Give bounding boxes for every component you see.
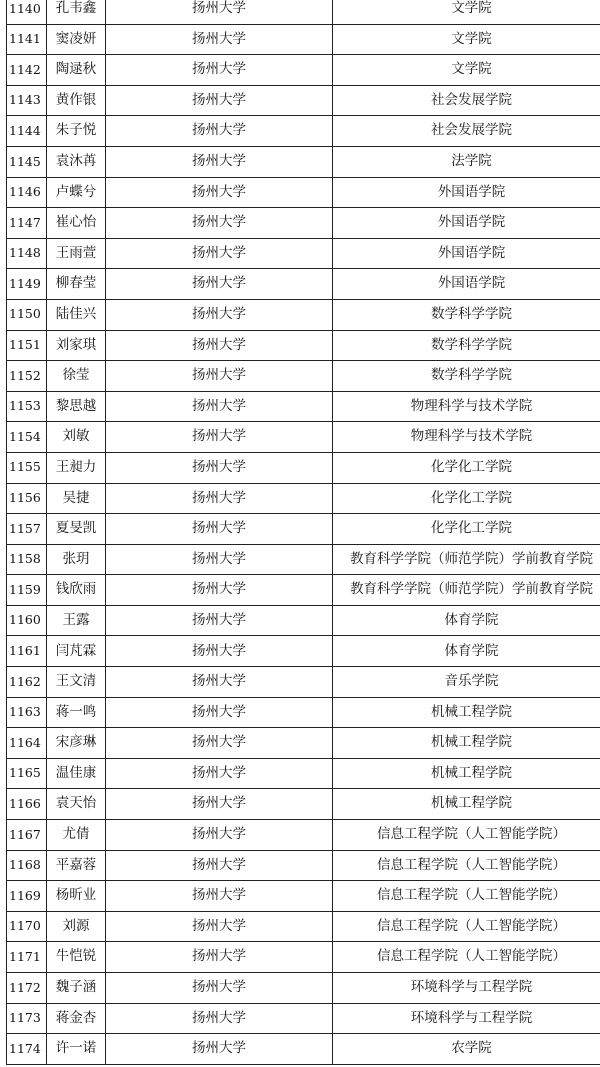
student-name-cell: 袁天怡 [47,789,106,820]
university-name-cell: 扬州大学 [106,575,333,606]
table-row [7,330,600,361]
university-name-cell: 扬州大学 [106,238,333,269]
college-name-cell: 文学院 [333,55,600,86]
student-name-cell: 刘源 [47,911,106,942]
table-row [7,636,600,667]
student-name-cell: 柳春莹 [47,269,106,300]
student-name-cell: 王雨萱 [47,238,106,269]
row-number-cell: 1174 [7,1034,47,1065]
college-name-cell: 教育科学学院（师范学院）学前教育学院 [333,544,600,575]
student-name-cell: 宋彦琳 [47,728,106,759]
university-name-cell: 扬州大学 [106,850,333,881]
row-number-cell: 1169 [7,881,47,912]
university-name-cell: 扬州大学 [106,636,333,667]
college-name-cell: 数学科学学院 [333,299,600,330]
student-name-cell: 平嘉蓉 [47,850,106,881]
row-number-cell: 1154 [7,422,47,453]
college-name-cell: 机械工程学院 [333,728,600,759]
student-name-cell: 杨昕业 [47,881,106,912]
row-number-cell: 1149 [7,269,47,300]
university-name-cell: 扬州大学 [106,1003,333,1034]
student-name-cell: 袁沐苒 [47,146,106,177]
student-name-cell: 徐莹 [47,361,106,392]
student-name-cell: 王昶力 [47,452,106,483]
university-name-cell: 扬州大学 [106,391,333,422]
table-row [7,514,600,545]
university-name-cell: 扬州大学 [106,422,333,453]
college-name-cell: 法学院 [333,146,600,177]
table-row [7,361,600,392]
student-name-cell: 王文清 [47,667,106,698]
student-name-cell: 卢蝶兮 [47,177,106,208]
table-row [7,728,600,759]
student-name-cell: 夏旻凯 [47,514,106,545]
college-name-cell: 物理科学与技术学院 [333,391,600,422]
row-number-cell: 1173 [7,1003,47,1034]
row-number-cell: 1167 [7,820,47,851]
university-name-cell: 扬州大学 [106,269,333,300]
student-name-cell: 刘敏 [47,422,106,453]
row-number-cell: 1171 [7,942,47,973]
table-row [7,24,600,55]
university-name-cell: 扬州大学 [106,911,333,942]
college-name-cell: 社会发展学院 [333,85,600,116]
row-number-cell: 1143 [7,85,47,116]
student-name-cell: 许一诺 [47,1034,106,1065]
row-number-cell: 1172 [7,973,47,1004]
student-name-cell: 王露 [47,605,106,636]
table-row [7,605,600,636]
row-number-cell: 1168 [7,850,47,881]
row-number-cell: 1156 [7,483,47,514]
student-name-cell: 钱欣雨 [47,575,106,606]
row-number-cell: 1165 [7,758,47,789]
university-name-cell: 扬州大学 [106,544,333,575]
college-name-cell: 社会发展学院 [333,116,600,147]
student-name-cell: 蒋金杏 [47,1003,106,1034]
table-row [7,0,600,24]
row-number-cell: 1160 [7,605,47,636]
table-row [7,911,600,942]
roster-table-body [7,0,600,1064]
table-row [7,942,600,973]
row-number-cell: 1162 [7,667,47,698]
table-row [7,177,600,208]
university-name-cell: 扬州大学 [106,697,333,728]
row-number-cell: 1141 [7,24,47,55]
college-name-cell: 信息工程学院（人工智能学院） [333,820,600,851]
student-name-cell: 朱子悦 [47,116,106,147]
student-name-cell: 窦凌妍 [47,24,106,55]
table-row [7,422,600,453]
university-name-cell: 扬州大学 [106,0,333,24]
college-name-cell: 信息工程学院（人工智能学院） [333,881,600,912]
university-name-cell: 扬州大学 [106,605,333,636]
university-name-cell: 扬州大学 [106,728,333,759]
university-name-cell: 扬州大学 [106,330,333,361]
row-number-cell: 1147 [7,208,47,239]
college-name-cell: 体育学院 [333,605,600,636]
university-name-cell: 扬州大学 [106,361,333,392]
student-name-cell: 崔心怡 [47,208,106,239]
table-row [7,758,600,789]
college-name-cell: 机械工程学院 [333,758,600,789]
row-number-cell: 1152 [7,361,47,392]
row-number-cell: 1155 [7,452,47,483]
college-name-cell: 信息工程学院（人工智能学院） [333,911,600,942]
college-name-cell: 文学院 [333,24,600,55]
college-name-cell: 农学院 [333,1034,600,1065]
table-row [7,973,600,1004]
university-name-cell: 扬州大学 [106,1034,333,1065]
university-name-cell: 扬州大学 [106,208,333,239]
university-name-cell: 扬州大学 [106,667,333,698]
college-name-cell: 体育学院 [333,636,600,667]
table-row [7,146,600,177]
college-name-cell: 环境科学与工程学院 [333,973,600,1004]
student-name-cell: 闫芃霖 [47,636,106,667]
university-name-cell: 扬州大学 [106,116,333,147]
row-number-cell: 1145 [7,146,47,177]
student-name-cell: 魏子涵 [47,973,106,1004]
college-name-cell: 教育科学学院（师范学院）学前教育学院 [333,575,600,606]
roster-table [6,0,600,1065]
student-name-cell: 黎思越 [47,391,106,422]
university-name-cell: 扬州大学 [106,789,333,820]
table-row [7,391,600,422]
college-name-cell: 数学科学学院 [333,330,600,361]
table-row [7,238,600,269]
college-name-cell: 外国语学院 [333,269,600,300]
row-number-cell: 1142 [7,55,47,86]
university-name-cell: 扬州大学 [106,452,333,483]
table-row [7,544,600,575]
university-name-cell: 扬州大学 [106,299,333,330]
college-name-cell: 信息工程学院（人工智能学院） [333,850,600,881]
table-row [7,697,600,728]
table-row [7,116,600,147]
college-name-cell: 机械工程学院 [333,789,600,820]
table-row [7,881,600,912]
table-row [7,452,600,483]
row-number-cell: 1159 [7,575,47,606]
student-name-cell: 尤倩 [47,820,106,851]
table-row [7,208,600,239]
college-name-cell: 机械工程学院 [333,697,600,728]
university-name-cell: 扬州大学 [106,55,333,86]
table-row [7,483,600,514]
row-number-cell: 1164 [7,728,47,759]
student-name-cell: 陶逯秋 [47,55,106,86]
student-name-cell: 吴捷 [47,483,106,514]
university-name-cell: 扬州大学 [106,942,333,973]
row-number-cell: 1157 [7,514,47,545]
table-row [7,789,600,820]
table-row [7,55,600,86]
table-row [7,850,600,881]
row-number-cell: 1140 [7,0,47,24]
table-row [7,85,600,116]
university-name-cell: 扬州大学 [106,177,333,208]
table-row [7,269,600,300]
university-name-cell: 扬州大学 [106,973,333,1004]
row-number-cell: 1151 [7,330,47,361]
table-row [7,667,600,698]
university-name-cell: 扬州大学 [106,146,333,177]
table-row [7,1003,600,1034]
college-name-cell: 数学科学学院 [333,361,600,392]
college-name-cell: 化学化工学院 [333,514,600,545]
college-name-cell: 外国语学院 [333,177,600,208]
college-name-cell: 化学化工学院 [333,483,600,514]
student-name-cell: 陆佳兴 [47,299,106,330]
college-name-cell: 外国语学院 [333,208,600,239]
college-name-cell: 文学院 [333,0,600,24]
student-name-cell: 刘家琪 [47,330,106,361]
student-name-cell: 牛恺锐 [47,942,106,973]
table-row [7,299,600,330]
student-name-cell: 黄作银 [47,85,106,116]
college-name-cell: 音乐学院 [333,667,600,698]
university-name-cell: 扬州大学 [106,820,333,851]
college-name-cell: 外国语学院 [333,238,600,269]
student-name-cell: 温佳康 [47,758,106,789]
row-number-cell: 1161 [7,636,47,667]
row-number-cell: 1170 [7,911,47,942]
table-row [7,1034,600,1065]
row-number-cell: 1150 [7,299,47,330]
row-number-cell: 1144 [7,116,47,147]
table-row [7,820,600,851]
row-number-cell: 1163 [7,697,47,728]
student-name-cell: 孔韦鑫 [47,0,106,24]
row-number-cell: 1153 [7,391,47,422]
row-number-cell: 1166 [7,789,47,820]
student-name-cell: 蒋一鸣 [47,697,106,728]
row-number-cell: 1146 [7,177,47,208]
university-name-cell: 扬州大学 [106,85,333,116]
university-name-cell: 扬州大学 [106,514,333,545]
university-name-cell: 扬州大学 [106,483,333,514]
college-name-cell: 物理科学与技术学院 [333,422,600,453]
table-row [7,575,600,606]
college-name-cell: 信息工程学院（人工智能学院） [333,942,600,973]
university-name-cell: 扬州大学 [106,24,333,55]
student-name-cell: 张玥 [47,544,106,575]
university-name-cell: 扬州大学 [106,758,333,789]
row-number-cell: 1148 [7,238,47,269]
row-number-cell: 1158 [7,544,47,575]
university-name-cell: 扬州大学 [106,881,333,912]
college-name-cell: 化学化工学院 [333,452,600,483]
college-name-cell: 环境科学与工程学院 [333,1003,600,1034]
